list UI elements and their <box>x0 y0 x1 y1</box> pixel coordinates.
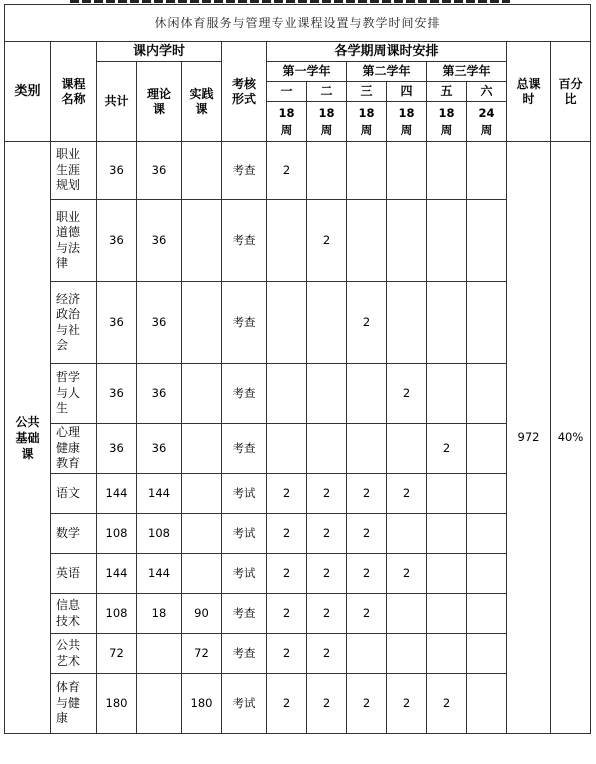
header-year-1: 第一学年 <box>267 62 347 82</box>
table-row <box>5 364 591 424</box>
semester-1-hours-cell <box>267 364 307 424</box>
header-theory-text: 理论 课 <box>146 86 171 116</box>
header-course-name <box>51 42 97 142</box>
semester-5-hours-cell <box>427 594 467 634</box>
total-hours-cell-text: 36 <box>109 386 124 400</box>
header-total-hours-text: 总课 时 <box>516 76 541 106</box>
theory-hours-cell <box>137 364 182 424</box>
practice-hours-cell-text: 180 <box>190 696 213 710</box>
table-row <box>5 514 591 554</box>
semester-5-hours-cell <box>427 514 467 554</box>
table-row <box>5 594 591 634</box>
header-weeks-5-text: 18 周 <box>438 105 455 137</box>
semester-5-hours-cell <box>427 674 467 734</box>
practice-hours-cell <box>182 474 222 514</box>
semester-6-hours-cell <box>467 200 507 282</box>
theory-hours-cell <box>137 594 182 634</box>
semester-4-hours-cell-text: 2 <box>402 386 411 400</box>
semester-6-hours-cell <box>467 634 507 674</box>
total-hours-cell <box>97 554 137 594</box>
total-hours-cell <box>97 514 137 554</box>
theory-hours-cell-text: 36 <box>151 441 167 455</box>
semester-4-hours-cell <box>387 200 427 282</box>
total-hours-cell-text: 36 <box>109 233 124 247</box>
exam-form-cell <box>222 282 267 364</box>
course-name-text: 语文 <box>56 485 81 500</box>
practice-hours-cell <box>182 282 222 364</box>
table-row <box>5 200 591 282</box>
header-practice-text: 实践 课 <box>189 86 214 116</box>
theory-hours-cell <box>137 514 182 554</box>
practice-hours-cell <box>182 200 222 282</box>
header-course-name-text: 课程 名称 <box>61 76 86 106</box>
total-hours-cell-text: 36 <box>109 441 124 455</box>
header-semester-6: 六 <box>467 82 507 102</box>
course-name <box>51 674 97 734</box>
course-name <box>51 594 97 634</box>
semester-3-hours-cell <box>347 474 387 514</box>
course-name <box>51 424 97 474</box>
semester-6-hours-cell <box>467 514 507 554</box>
total-hours-cell-text: 36 <box>109 163 124 177</box>
exam-form-cell <box>222 474 267 514</box>
semester-1-hours-cell <box>267 634 307 674</box>
semester-4-hours-cell <box>387 514 427 554</box>
header-semester-5: 五 <box>427 82 467 102</box>
category-percent-text: 40% <box>557 430 584 444</box>
header-percent-text: 百分 比 <box>558 76 583 106</box>
category-total-hours-text: 972 <box>517 430 540 444</box>
semester-3-hours-cell-text: 2 <box>362 486 371 500</box>
semester-2-hours-cell <box>307 200 347 282</box>
exam-form-cell-text: 考查 <box>232 315 256 329</box>
course-name <box>51 282 97 364</box>
semester-4-hours-cell-text: 2 <box>402 696 411 710</box>
semester-3-hours-cell <box>347 594 387 634</box>
exam-form-cell <box>222 364 267 424</box>
exam-form-cell-text: 考试 <box>232 486 256 500</box>
table-row <box>5 142 591 200</box>
course-name-text: 数学 <box>56 525 81 540</box>
semester-6-hours-cell <box>467 554 507 594</box>
semester-4-hours-cell <box>387 554 427 594</box>
practice-hours-cell <box>182 514 222 554</box>
course-name-text: 公共 艺术 <box>56 638 81 668</box>
total-hours-cell-text: 36 <box>109 315 124 329</box>
total-hours-cell <box>97 634 137 674</box>
exam-form-cell-text: 考查 <box>232 233 256 247</box>
header-year-2: 第二学年 <box>347 62 427 82</box>
semester-5-hours-cell-text: 2 <box>442 696 451 710</box>
practice-hours-cell-text: 72 <box>194 646 209 660</box>
semester-5-hours-cell <box>427 474 467 514</box>
header-theory <box>137 62 182 142</box>
course-name <box>51 474 97 514</box>
header-total-hours <box>507 42 551 142</box>
practice-hours-cell <box>182 594 222 634</box>
course-name-text: 体育 与健 康 <box>56 680 81 726</box>
semester-6-hours-cell <box>467 674 507 734</box>
theory-hours-cell <box>137 142 182 200</box>
theory-hours-cell-text: 144 <box>148 486 170 500</box>
header-semester-2: 二 <box>307 82 347 102</box>
header-total: 共计 <box>97 62 137 142</box>
semester-1-hours-cell <box>267 474 307 514</box>
exam-form-cell <box>222 634 267 674</box>
category-percent <box>551 142 591 734</box>
semester-6-hours-cell <box>467 364 507 424</box>
exam-form-cell-text: 考试 <box>232 696 256 710</box>
total-hours-cell-text: 108 <box>105 606 128 620</box>
semester-2-hours-cell <box>307 674 347 734</box>
exam-form-cell-text: 考查 <box>232 441 256 455</box>
semester-4-hours-cell <box>387 142 427 200</box>
theory-hours-cell <box>137 674 182 734</box>
semester-1-hours-cell <box>267 594 307 634</box>
semester-6-hours-cell <box>467 282 507 364</box>
semester-1-hours-cell-text: 2 <box>282 646 291 660</box>
theory-hours-cell <box>137 424 182 474</box>
exam-form-cell <box>222 200 267 282</box>
semester-2-hours-cell-text: 2 <box>322 486 331 500</box>
total-hours-cell <box>97 594 137 634</box>
practice-hours-cell <box>182 142 222 200</box>
semester-1-hours-cell-text: 2 <box>282 163 291 177</box>
total-hours-cell <box>97 424 137 474</box>
course-name-text: 心理 健康 教育 <box>56 425 81 471</box>
category-total-hours <box>507 142 551 734</box>
header-weeks-6-text: 24 周 <box>478 105 495 137</box>
theory-hours-cell <box>137 634 182 674</box>
header-weeks-4-text: 18 周 <box>398 105 415 137</box>
table-row <box>5 424 591 474</box>
semester-3-hours-cell-text: 2 <box>362 606 371 620</box>
theory-hours-cell <box>137 474 182 514</box>
semester-3-hours-cell <box>347 554 387 594</box>
theory-hours-cell-text: 108 <box>148 526 170 540</box>
theory-hours-cell <box>137 200 182 282</box>
semester-2-hours-cell <box>307 424 347 474</box>
semester-2-hours-cell-text: 2 <box>322 646 331 660</box>
header-weeks-3-text: 18 周 <box>358 105 375 137</box>
semester-6-hours-cell <box>467 142 507 200</box>
semester-5-hours-cell <box>427 142 467 200</box>
semester-3-hours-cell-text: 2 <box>362 696 371 710</box>
header-weeks-6 <box>467 102 507 142</box>
semester-3-hours-cell <box>347 282 387 364</box>
exam-form-cell-text: 考试 <box>232 526 256 540</box>
theory-hours-cell <box>137 282 182 364</box>
semester-1-hours-cell <box>267 282 307 364</box>
header-weeks-2-text: 18 周 <box>318 105 335 137</box>
course-name <box>51 554 97 594</box>
semester-4-hours-cell <box>387 634 427 674</box>
header-exam-form-text: 考核 形式 <box>231 76 256 106</box>
theory-hours-cell-text: 144 <box>148 566 170 580</box>
semester-3-hours-cell <box>347 424 387 474</box>
practice-hours-cell-text: 90 <box>194 606 209 620</box>
total-hours-cell-text: 144 <box>105 486 128 500</box>
header-semester-1: 一 <box>267 82 307 102</box>
semester-3-hours-cell <box>347 514 387 554</box>
header-weekly-schedule: 各学期周课时安排 <box>267 42 507 62</box>
semester-2-hours-cell <box>307 554 347 594</box>
semester-1-hours-cell <box>267 514 307 554</box>
header-exam-form <box>222 42 267 142</box>
total-hours-cell-text: 180 <box>105 696 128 710</box>
total-hours-cell <box>97 200 137 282</box>
theory-hours-cell-text: 36 <box>151 386 167 400</box>
semester-2-hours-cell <box>307 364 347 424</box>
semester-6-hours-cell <box>467 474 507 514</box>
semester-3-hours-cell <box>347 674 387 734</box>
semester-3-hours-cell-text: 2 <box>362 526 371 540</box>
exam-form-cell-text: 考试 <box>232 566 256 580</box>
total-hours-cell <box>97 674 137 734</box>
course-name <box>51 142 97 200</box>
semester-6-hours-cell <box>467 594 507 634</box>
semester-4-hours-cell <box>387 282 427 364</box>
course-name <box>51 634 97 674</box>
semester-5-hours-cell-text: 2 <box>442 441 451 455</box>
exam-form-cell <box>222 142 267 200</box>
semester-2-hours-cell-text: 2 <box>322 696 331 710</box>
header-percent <box>551 42 591 142</box>
table-row <box>5 282 591 364</box>
semester-3-hours-cell <box>347 200 387 282</box>
semester-2-hours-cell-text: 2 <box>322 566 331 580</box>
semester-3-hours-cell-text: 2 <box>362 315 371 329</box>
header-weeks-3 <box>347 102 387 142</box>
theory-hours-cell-text: 36 <box>151 233 167 247</box>
semester-1-hours-cell-text: 2 <box>282 566 291 580</box>
semester-2-hours-cell-text: 2 <box>322 526 331 540</box>
exam-form-cell-text: 考查 <box>232 606 256 620</box>
header-weeks-5 <box>427 102 467 142</box>
semester-5-hours-cell <box>427 634 467 674</box>
table-row <box>5 474 591 514</box>
exam-form-cell <box>222 554 267 594</box>
semester-5-hours-cell <box>427 424 467 474</box>
semester-2-hours-cell-text: 2 <box>322 606 331 620</box>
practice-hours-cell <box>182 634 222 674</box>
semester-4-hours-cell <box>387 424 427 474</box>
theory-hours-cell-text: 18 <box>151 606 167 620</box>
semester-5-hours-cell <box>427 200 467 282</box>
course-name-text: 哲学 与人 生 <box>56 370 81 416</box>
header-weeks-4 <box>387 102 427 142</box>
category-cell <box>5 142 51 734</box>
semester-3-hours-cell <box>347 364 387 424</box>
category-cell-text: 公共 基础 课 <box>15 414 40 461</box>
exam-form-cell <box>222 514 267 554</box>
course-name <box>51 200 97 282</box>
semester-4-hours-cell <box>387 674 427 734</box>
semester-4-hours-cell <box>387 474 427 514</box>
header-practice <box>182 62 222 142</box>
curriculum-table <box>4 4 591 734</box>
exam-form-cell <box>222 594 267 634</box>
semester-1-hours-cell <box>267 142 307 200</box>
semester-2-hours-cell <box>307 282 347 364</box>
exam-form-cell-text: 考查 <box>232 163 256 177</box>
semester-1-hours-cell <box>267 200 307 282</box>
semester-6-hours-cell <box>467 424 507 474</box>
table-row <box>5 674 591 734</box>
semester-1-hours-cell-text: 2 <box>282 606 291 620</box>
table-row <box>5 554 591 594</box>
semester-1-hours-cell-text: 2 <box>282 526 291 540</box>
semester-1-hours-cell-text: 2 <box>282 696 291 710</box>
table-title: 休闲体育服务与管理专业课程设置与教学时间安排 <box>5 5 591 42</box>
semester-5-hours-cell <box>427 364 467 424</box>
semester-1-hours-cell-text: 2 <box>282 486 291 500</box>
course-name <box>51 514 97 554</box>
header-semester-4: 四 <box>387 82 427 102</box>
total-hours-cell <box>97 282 137 364</box>
semester-4-hours-cell <box>387 594 427 634</box>
header-year-3: 第三学年 <box>427 62 507 82</box>
exam-form-cell-text: 考查 <box>232 386 256 400</box>
semester-2-hours-cell <box>307 594 347 634</box>
semester-1-hours-cell <box>267 674 307 734</box>
course-name-text: 信息 技术 <box>56 598 81 628</box>
course-name-text: 职业 道德 与法 律 <box>56 209 81 270</box>
header-weeks-1 <box>267 102 307 142</box>
semester-2-hours-cell <box>307 514 347 554</box>
course-name <box>51 364 97 424</box>
header-class-hours: 课内学时 <box>97 42 222 62</box>
total-hours-cell <box>97 142 137 200</box>
practice-hours-cell <box>182 424 222 474</box>
semester-3-hours-cell-text: 2 <box>362 566 371 580</box>
course-name-text: 经济 政治 与社 会 <box>56 291 81 352</box>
course-name-text: 职业 生涯 规划 <box>56 147 81 193</box>
theory-hours-cell <box>137 554 182 594</box>
semester-2-hours-cell <box>307 474 347 514</box>
theory-hours-cell-text: 36 <box>151 315 167 329</box>
header-semester-3: 三 <box>347 82 387 102</box>
semester-5-hours-cell <box>427 554 467 594</box>
exam-form-cell-text: 考查 <box>232 646 256 660</box>
semester-4-hours-cell-text: 2 <box>402 486 411 500</box>
exam-form-cell <box>222 674 267 734</box>
semester-1-hours-cell <box>267 424 307 474</box>
total-hours-cell <box>97 364 137 424</box>
course-name-text: 英语 <box>56 565 81 580</box>
semester-2-hours-cell <box>307 634 347 674</box>
header-category: 类别 <box>5 42 51 142</box>
exam-form-cell <box>222 424 267 474</box>
theory-hours-cell-text: 36 <box>151 163 167 177</box>
semester-5-hours-cell <box>427 282 467 364</box>
semester-4-hours-cell <box>387 364 427 424</box>
semester-4-hours-cell-text: 2 <box>402 566 411 580</box>
header-weeks-1-text: 18 周 <box>278 105 295 137</box>
header-weeks-2 <box>307 102 347 142</box>
semester-3-hours-cell <box>347 142 387 200</box>
total-hours-cell-text: 72 <box>109 646 124 660</box>
total-hours-cell-text: 144 <box>105 566 128 580</box>
total-hours-cell-text: 108 <box>105 526 128 540</box>
semester-1-hours-cell <box>267 554 307 594</box>
table-row <box>5 634 591 674</box>
semester-2-hours-cell <box>307 142 347 200</box>
practice-hours-cell <box>182 364 222 424</box>
practice-hours-cell <box>182 554 222 594</box>
practice-hours-cell <box>182 674 222 734</box>
semester-3-hours-cell <box>347 634 387 674</box>
total-hours-cell <box>97 474 137 514</box>
semester-2-hours-cell-text: 2 <box>322 233 331 247</box>
